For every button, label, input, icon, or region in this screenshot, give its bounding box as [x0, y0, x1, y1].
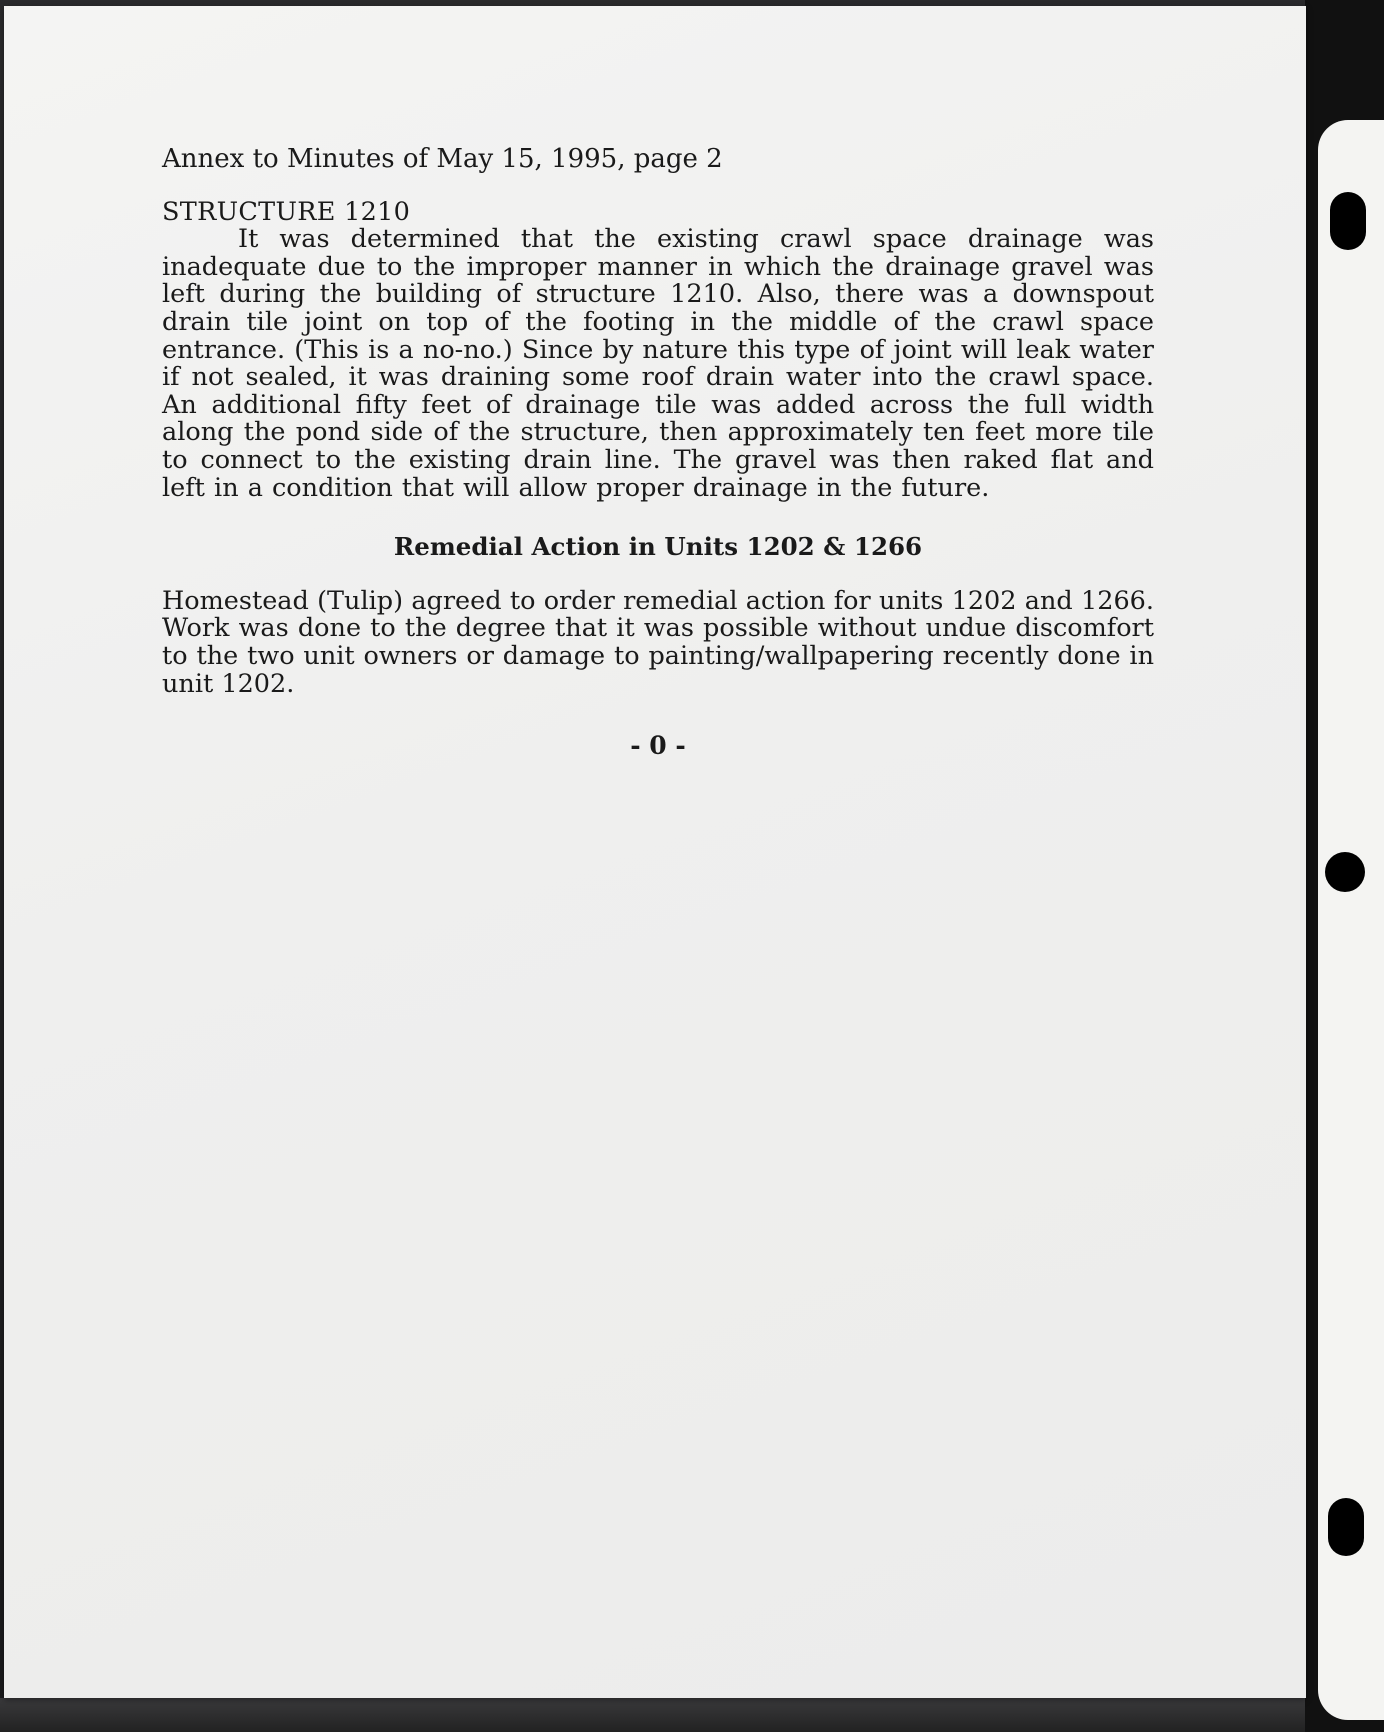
section-title: STRUCTURE 1210 [162, 196, 411, 227]
remedial-paragraph: Homestead (Tulip) agreed to order remedial action for units 1202 and 1266. Work was done to the degree that it was possible without undue discomfort to the two unit owners or damage to painting/wallpapering recently done in unit 1202. [162, 585, 1154, 699]
remedial-heading: Remedial Action in Units 1202 & 1266 [393, 532, 923, 562]
document-content [162, 146, 1154, 760]
page-bottom-edge [0, 1698, 1305, 1732]
binder-hole-middle [1325, 852, 1365, 892]
binder-hole-top [1330, 192, 1366, 250]
binder-hole-bottom [1328, 1498, 1364, 1556]
page-header: Annex to Minutes of May 15, 1995, page 2 [162, 144, 723, 174]
section-body: It was determined that the existing crawl space drainage was inadequate due to the improper manner in which the drainage gravel was left during the building of structure 1210. Also, there was a downspout drain tile joint on top of the footing in the middle of the crawl space entrance. (This is a no-no.) Since by nature this type of joint will leak water if not sealed, it was draining some roof drain water into the crawl space. An additional fifty feet of drainage tile was added across the full width along the pond side of the structure, then approximately ten feet more tile to connect to the existing drain line. The gravel was then raked flat and left in a condition that will allow proper drainage in the future. [162, 224, 1154, 503]
end-mark: - 0 - [630, 731, 686, 761]
sheet-protector-strip [1318, 120, 1384, 1720]
